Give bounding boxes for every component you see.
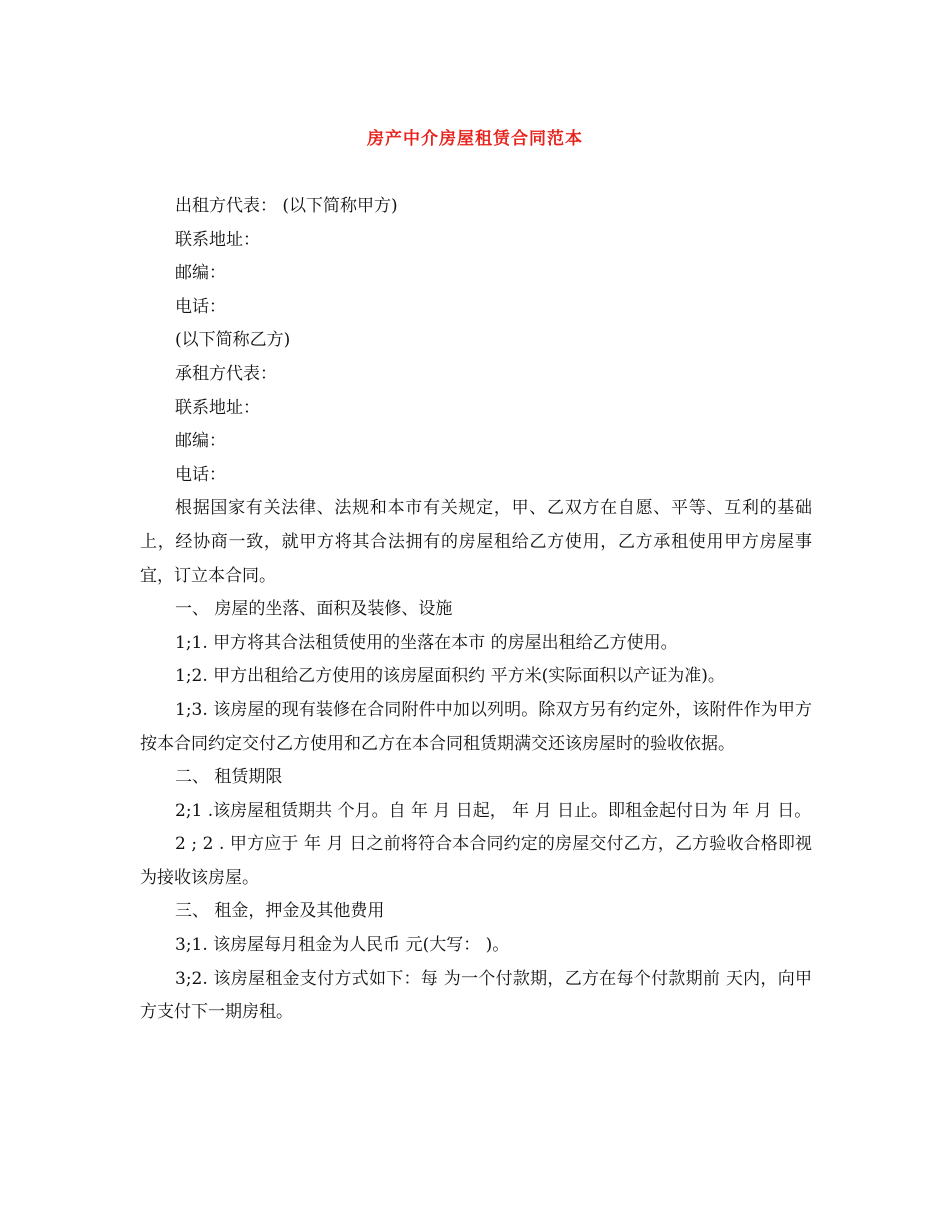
- clause-1-3: 1;3. 该房屋的现有装修在合同附件中加以列明。除双方另有约定外，该附件作为甲方按本合同约定交付乙方使用和乙方在本合同租赁期满交还该房屋时的验收依据。: [140, 699, 812, 754]
- clause-1-2: 1;2. 甲方出租给乙方使用的该房屋面积约 平方米(实际面积以产证为准)。: [175, 666, 725, 687]
- lessee-address-line: 联系地址：: [175, 397, 260, 418]
- document-title: 房产中介房屋租赁合同范本: [367, 129, 583, 149]
- section-2-heading: 二、 租赁期限: [175, 767, 283, 788]
- lessee-alias-line: (以下简称乙方): [175, 330, 291, 351]
- clause-2-1: 2;1 .该房屋租赁期共 个月。自 年 月 日起， 年 月 日止。即租金起付日为 年 月 日。: [175, 800, 812, 821]
- clause-1-1: 1;1. 甲方将其合法租赁使用的坐落在本市 的房屋出租给乙方使用。: [175, 632, 678, 653]
- lessor-address-line: 联系地址：: [175, 229, 260, 250]
- lessee-representative-line: 承租方代表：: [175, 363, 277, 384]
- lessor-postcode-line: 邮编：: [175, 263, 226, 284]
- lessee-phone-line: 电话：: [175, 464, 226, 485]
- clause-3-1: 3;1. 该房屋每月租金为人民币 元(大写： )。: [175, 935, 510, 956]
- section-3-heading: 三、 租金，押金及其他费用: [175, 901, 385, 922]
- lessor-representative-line: 出租方代表： (以下简称甲方): [175, 196, 398, 216]
- lessee-postcode-line: 邮编：: [175, 431, 226, 452]
- lessor-phone-line: 电话：: [175, 296, 226, 317]
- section-1-heading: 一、 房屋的坐落、面积及装修、设施: [175, 599, 453, 620]
- clause-2-2: 2 ; 2 . 甲方应于 年 月 日之前将符合本合同约定的房屋交付乙方，乙方验收合格即视为接收该房屋。: [140, 834, 812, 888]
- document-body: [140, 190, 812, 1030]
- preamble-paragraph: 根据国家有关法律、法规和本市有关规定，甲、乙双方在自愿、平等、互利的基础上，经协商一致，就甲方将其合法拥有的房屋租给乙方使用，乙方承租使用甲方房屋事宜，订立本合同。: [140, 498, 812, 586]
- clause-3-2: 3;2. 该房屋租金支付方式如下：每 为一个付款期，乙方在每个付款期前 天内，向甲方支付下一期房租。: [140, 968, 812, 1023]
